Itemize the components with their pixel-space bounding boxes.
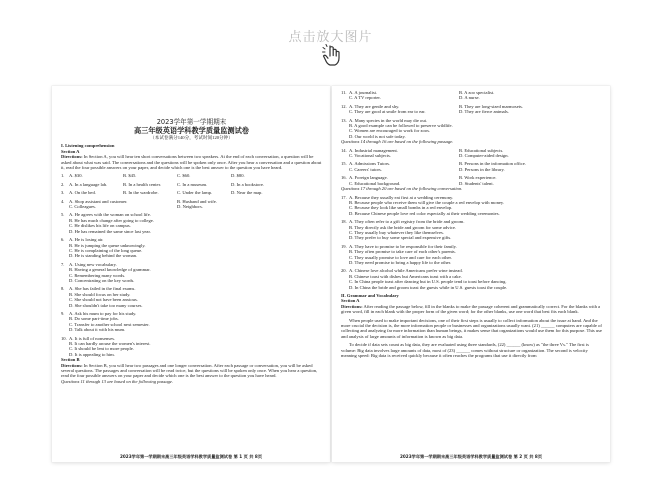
question-range-note: Questions 14 through 16 are based on the following passage. <box>341 139 454 145</box>
question-5: 5. A. He agrees with the woman on school life. B. He has much change after going to college. C. He dislikes his life on campus. D. He has remained the same since last year. <box>61 212 154 234</box>
part-heading: I. Listening comprehension <box>61 143 115 149</box>
question-3: 3. A. On the bed. B. In the wardrobe. C. Under the lamp. D. Near the map. <box>61 190 263 196</box>
question-15: 15. A. Admissions Tutors. B. Persons in the information office. C. Careers' tutors. D. Persons in the library. <box>341 161 526 172</box>
question-9: 9. A. Ask his mum to pay for his study. B. Do some part-time jobs. C. Transfer to another school next semester. D. Talk about it with his mum. <box>61 310 150 333</box>
question-19: 19. A. They have to promise to be responsible for their family. B. They often promise to take care of each other's parents. C. They usually promise to love and care for each other. D. They need promise to bring a happy life to the other. <box>341 243 457 265</box>
question-16: 16. A. Foreign language. B. Work experience. C. Educational background. D. Students' talent. <box>341 175 497 186</box>
passage-paragraph: To decide if data sets count as big data, they are evaluated using three standards, (22) ______ (know) as "the three Vs." The first is volume: Big data involves large amounts of data, most of (23) ______ comes without structure or organization. The second is velocity meaning speed: Big data is received quickly because it often reaches the programs that use it directly from <box>341 342 589 359</box>
directions-text: Directions: In Section A, you will hear ten short conversations between two speakers. At the end of each conversation, a question will be asked about what was said. The conversations and the questions will be spoken only once. After you hear a conversation and a question about it, read the four possible answers on your paper, and decide which one is the best answer to the question you have heard. <box>61 154 322 171</box>
question-6: 6. A. He is losing air. B. He is jumping the queue unknowingly. C. He is complaining of the long queue. D. He is standing behind the woman. <box>61 237 146 259</box>
question-13: 13. A. Many species in the world may die out. B. A good example can be followed to preserve wildlife. C. Women are encouraged to work for zoos. D. Our world is not safe today. <box>341 117 453 139</box>
directions-text: Directions: In Section B, you will hear two passages and one longer conversation. After each passage or conversation, you will be asked several questions. The passages and conversation will be read twice, but the questions will be spoken only once. When you hear a question, read the four possible answers on your paper and decide which one is the best answer to the question you have heard. <box>61 362 318 379</box>
question-18: 18. A. They often refer to a gift registry from the bride and groom. B. They directly ask the bride and groom for some advice. C. They usually buy whatever they like themselves. D. They prefer to buy some special and expensive gifts. <box>341 219 465 241</box>
exam-note: （本试卷满分140分，考试时间120分钟） <box>150 135 233 140</box>
question-range-note: Questions 11 through 13 are based on the following passage. <box>61 378 174 384</box>
exam-title: 2023学年第一学期期末 <box>156 118 227 126</box>
question-7: 7. A. Using new vocabulary. B. Having a general knowledge of grammar. C. Remembering many words. D. Concentrating on the key words. <box>61 261 151 283</box>
question-17: 17. A. Because they usually eat first at a wedding ceremony. B. Because people who receive them will give the couple a red envelop with money. C. Because they look like small bombs in a red envelop. D. Because Chinese people love red color especially at their wedding ceremonies. <box>341 194 505 216</box>
section-heading: Section B <box>61 357 80 363</box>
pointer-hand-icon <box>321 44 343 68</box>
question-20: 20. A. Chinese love alcohol while Americans prefer wine instead. B. Chinese toast with dishes but Americans toast with a cake. C. In China people toast after dancing but in U.S. people tend to toast before dancing. D. In China the bride and groom toast the guests while in U.S. guests toast the couple. <box>341 268 508 290</box>
question-4: 4. A. Shop assistant and customer. B. Husband and wife. C. Colleagues. D. Neighbors. <box>61 198 217 210</box>
question-12: 12. A. They are gentle and shy. B. They are long-sized marmosets. C. They are good at smile from ear to ear. D. They are fierce animals. <box>341 103 523 115</box>
question-8: 8. A. She has failed in the final exams. B. She should focus on her study. C. She should not have been anxious. D. She shouldn't take too many courses. <box>61 286 143 308</box>
passage-paragraph: When people used to make important decisions, one of their first steps is usually to collect information about the issue at hand. And the more crucial the decision is, the more information people or businesses and organizations usually want. (21) ______ computers are capable of collecting and analyzing far more information than human beings, it makes sense that organizations would use them for this purpose. This use and analysis of large amounts of information is known as big data. <box>341 317 602 339</box>
exam-page-1[interactable] <box>52 86 330 462</box>
question-10: 10. A. It is full of nonsenses. B. It can hardly arouse the women's interest. C. It should be lent to more people. D. It is appealing to him. <box>61 335 151 357</box>
section-heading: Section A <box>61 148 80 154</box>
exam-subtitle-title: 高三年级英语学科教学质量监测试卷 <box>133 126 249 135</box>
part-heading: II. Grammar and Vocabulary <box>341 293 399 298</box>
page-footer: 2023学年第一学期期末高三年级英语学科教学质量监测试卷 第 1 页 共 8页 <box>119 454 263 459</box>
question-11: 11. A. A journalist. B. A zoo specialist. C. A TV reporter. D. A nurse. <box>341 90 495 101</box>
page-footer: 2023学年第一学期期末高三年级英语学科教学质量监测试卷 第 2 页 共 8页 <box>332 453 610 460</box>
question-2: 2. A. In a language lab. B. In a health center. C. In a museum. D. In a bookstore. <box>61 181 265 187</box>
question-1: 1. A. $30. B. $45. C. $60. D. $80. <box>61 173 245 179</box>
question-14: 14. A. Industrial management. B. Educational subjects. C. Vocational subjects. D. Computer-aided design. <box>341 147 509 159</box>
section-heading: Section A <box>341 298 360 304</box>
zoom-hint[interactable]: 点击放大图片 <box>288 30 373 45</box>
question-range-note: Questions 17 through 20 are based on the following conversation. <box>341 186 463 192</box>
exam-page-2[interactable] <box>332 86 610 462</box>
directions-text: Directions: After reading the passage below, fill in the blanks to make the passage coherent and grammatically correct. For the blanks with a given word, fill in each blank with the proper form of the given word; for the other blanks, use one word that best fits each blank. <box>341 303 601 315</box>
